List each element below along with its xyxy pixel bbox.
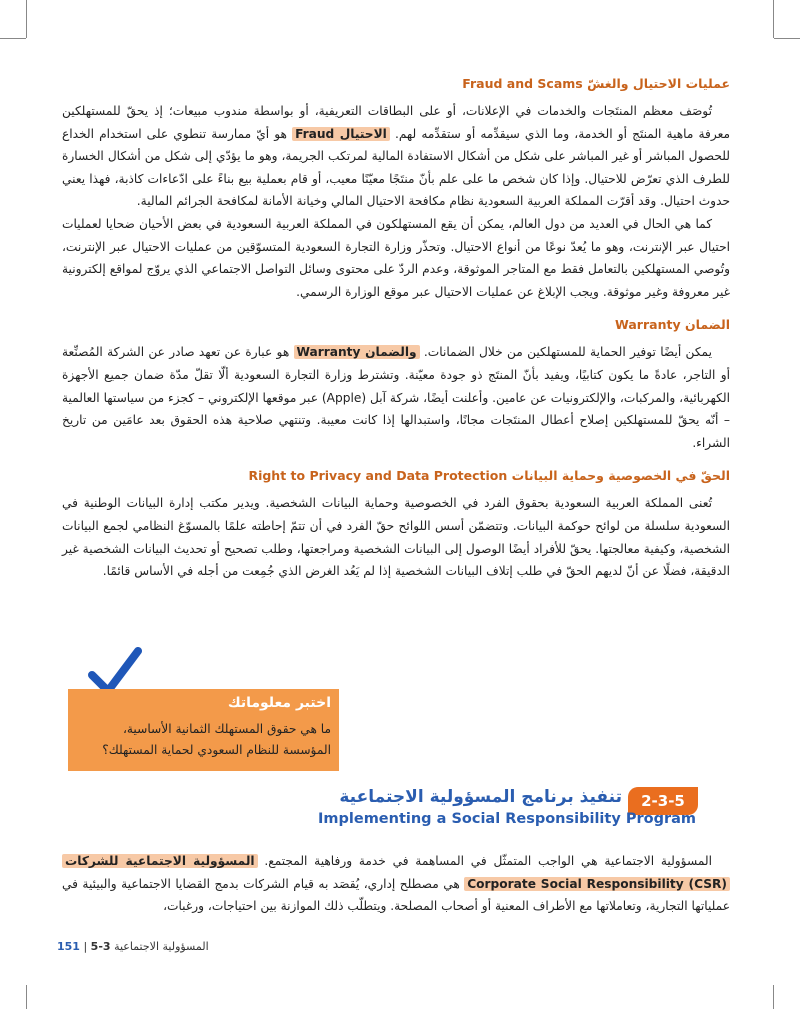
fraud-paragraph-1: [62, 100, 730, 213]
footer-divider: |: [83, 940, 91, 953]
page-content: [62, 66, 730, 583]
csr-term-en: Corporate Social Responsibility (CSR): [464, 877, 730, 891]
quiz-question: ما هي حقوق المستهلك الثمانية الأساسية، المؤسسة للنظام السعودي لحماية المستهلك؟: [102, 722, 331, 757]
privacy-heading: الحقّ في الخصوصية وحماية البيانات Right to Privacy and Data Protection: [248, 468, 730, 484]
quiz-box: [68, 689, 339, 771]
csr-text-b: هي مصطلح إداري، يُقصَد به قيام الشركات بدمج القضايا الاجتماعية والبيئية في عملياتها التجارية، وتعاملاتها مع الأطراف المعنية أو أصحاب المصلحة. ويتطلّب ذلك الموازنة بين احتياجات، ورغبات،: [62, 876, 730, 914]
fraud-text-b: هو أيّ ممارسة تنطوي على استخدام الخداع للحصول المباشر أو غير المباشر على شكل من أشكال الاستفادة المالية لمرتكب الجريمة، وهو ما يؤدّي إلى شكل من أشكال الخسارة للطرف الذي تعرّض للاحتيال. وإذا كان شخص ما على علم بأنّ منتَجًا معيّنًا معيب، أو قام بعملية بيع بناءً على ادّعاءات كاذبة، فهذا يعني حدوث احتيال. وقد أقرّت المملكة العربية السعودية نظام مكافحة الاحتيال المالي وخيانة الأمانة لمكافحة الجرائم المالية.: [62, 126, 730, 209]
warranty-heading: الضمان Warranty: [615, 317, 730, 333]
crop-mark: [0, 38, 26, 39]
warranty-text-b: هو عبارة عن تعهد صادر عن الشركة المُصنِّعة أو التاجر، عادةً ما يكون كتابيًا، ويفيد بأنّ المنتَج ذو جودة معيّنة. وتشترط وزارة التجارة السعودية ألّا تقلّ مدّة ضمان جميع الأجهزة الكهربائية، والمركبات، والإلكترونيات عن عامين. وأعلنت أيضًا، شركة آبل (Apple) عبر موقعها الإلكتروني – كجزء من سياستها العالمية – أنّه يحقّ للمستهلكين إصلاح أعطال المنتَجات مجانًا، واستبدالها إذا كانت معيبة. وتنتهي صلاحية هذه الحقوق بعد عامَين من تاريخ الشراء.: [62, 345, 730, 450]
footer-chapter-number: 3-5: [90, 940, 111, 953]
crop-mark: [774, 38, 800, 39]
csr-term-ar: المسؤولية الاجتماعية للشركات: [62, 854, 258, 868]
csr-paragraph: [62, 850, 730, 918]
warranty-text-a: يمكن أيضًا توفير الحماية للمستهلكين من خلال الضمانات.: [419, 345, 712, 360]
page-number: 151: [57, 940, 80, 953]
csr-block: [62, 850, 730, 918]
section-number-badge: 2-3-5: [628, 787, 698, 815]
privacy-paragraph: تُعنى المملكة العربية السعودية بحقوق الفرد في الخصوصية وحماية البيانات الشخصية. ويدير مكتب إدارة البيانات الوطنية في السعودية سلسلة من لوائح حوكمة البيانات. وتتضمّن أسس اللوائح حقّ الفرد في أن تتمّ إحاطته علمًا بالمسوّغ النظامي لجمع البيانات الشخصية، وكيفية معالجتها. يحقّ للأفراد أيضًا الوصول إلى البيانات الشخصية ومراجعتها، وطلب تصحيح أو تحديث البيانات الشخصية غير الدقيقة، فضلًا عن أنّ لديهم الحقّ في طلب إتلاف البيانات الشخصية إذا لم يَعُد الغرض الذي جُمِعت من أجله في الأساس قائمًا.: [62, 496, 730, 579]
section-title-english: Implementing a Social Responsibility Program: [318, 811, 696, 827]
footer-chapter-title: المسؤولية الاجتماعية: [114, 940, 209, 953]
warranty-term: والضمان Warranty: [294, 345, 420, 359]
fraud-paragraph-2: كما هي الحال في العديد من دول العالم، يمكن أن يقع المستهلكون في المملكة العربية السعودية في بعض الأحيان ضحايا لعمليات احتيال عبر الإنترنت، وهو ما يُعدّ نوعًا من أنواع الاحتيال. وتحذّر وزارة التجارة السعودية المتسوّقين من عمليات الاحتيال عبر الإنترنت، وتُوصي المستهلكين بالتعامل فقط مع المتاجر الموثوقة، وعدم الردّ على محتوى وسائل التواصل الاجتماعي الذي يروّج لمواقع إلكترونية غير معروفة وغير موثوقة. ويجب الإبلاغ عن عمليات الاحتيال عبر موقع الوزارة الرسمي.: [62, 216, 730, 299]
warranty-paragraph: [62, 341, 730, 454]
crop-mark: [773, 0, 774, 38]
fraud-text-a: تُوصَف معظم المنتَجات والخدمات في الإعلانات، أو على البطاقات التعريفية، أو بواسطة مندوب مبيعات؛ إذ يحقّ للمستهلكين معرفة ماهية المنتَج أو الخدمة، وما الذي سيقدِّمه أو ستقدِّمه لهم.: [62, 104, 730, 141]
section-title-arabic: تنفيذ برنامج المسؤولية الاجتماعية: [339, 787, 622, 807]
quiz-title: اختبر معلوماتك: [227, 695, 331, 711]
crop-mark: [26, 0, 27, 38]
crop-mark: [26, 985, 27, 1009]
fraud-heading: عمليات الاحتيال والغشّ Fraud and Scams: [462, 76, 730, 91]
crop-mark: [773, 985, 774, 1009]
csr-text-a: المسؤولية الاجتماعية هي الواجب المتمثّل في المساهمة في خدمة ورفاهية المجتمع.: [257, 854, 712, 868]
page-footer: [57, 940, 209, 953]
fraud-term: الاحتيال Fraud: [292, 127, 390, 141]
